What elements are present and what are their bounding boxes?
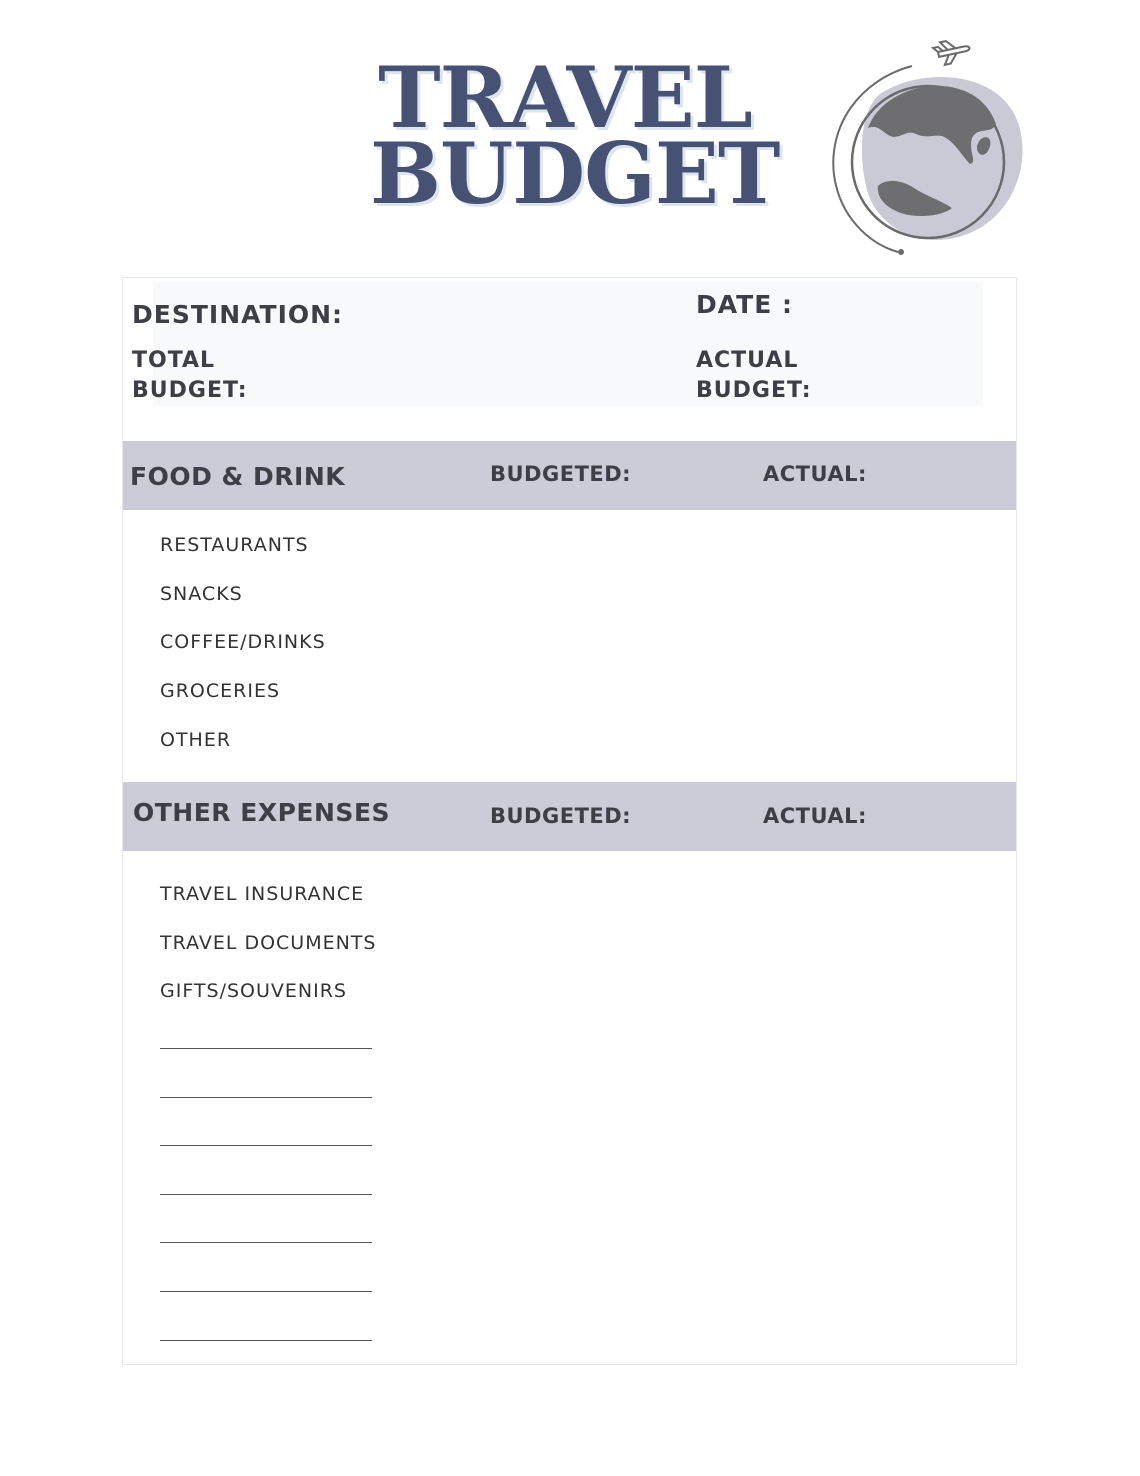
section-header-food-drink — [123, 441, 1016, 510]
actual-column-label: ACTUAL: — [763, 462, 867, 486]
list-item: COFFEE/DRINKS — [160, 631, 326, 653]
title-travel: TRAVEL — [378, 48, 752, 147]
actual-budget-label: ACTUAL BUDGET: — [696, 348, 812, 403]
list-item: GIFTS/SOUVENIRS — [160, 980, 347, 1002]
budget-sheet — [122, 277, 1017, 1365]
list-item: OTHER — [160, 729, 232, 751]
airplane-icon — [932, 37, 972, 67]
title-budget: BUDGET — [370, 124, 780, 223]
date-label: DATE : — [696, 290, 793, 319]
actual-column-label: ACTUAL: — [763, 804, 867, 828]
list-item: RESTAURANTS — [160, 534, 309, 556]
blank-write-in-line[interactable] — [160, 1097, 372, 1098]
section-title: OTHER EXPENSES — [133, 798, 391, 827]
list-item: TRAVEL DOCUMENTS — [160, 932, 377, 954]
globe-with-airplane-icon — [820, 30, 1040, 262]
blank-write-in-line[interactable] — [160, 1194, 372, 1195]
total-budget-label: TOTAL BUDGET: — [132, 348, 248, 403]
blank-write-in-line[interactable] — [160, 1048, 372, 1049]
blank-write-in-line[interactable] — [160, 1291, 372, 1292]
list-item: TRAVEL INSURANCE — [160, 883, 365, 905]
budgeted-column-label: BUDGETED: — [490, 804, 632, 828]
blank-write-in-line[interactable] — [160, 1145, 372, 1146]
section-header-other-expenses — [123, 782, 1016, 851]
budgeted-column-label: BUDGETED: — [490, 462, 632, 486]
section-title: FOOD & DRINK — [130, 462, 346, 491]
blank-write-in-line[interactable] — [160, 1340, 372, 1341]
blank-write-in-line[interactable] — [160, 1242, 372, 1243]
list-item: SNACKS — [160, 583, 243, 605]
list-item: GROCERIES — [160, 680, 281, 702]
destination-label: DESTINATION: — [132, 300, 344, 329]
